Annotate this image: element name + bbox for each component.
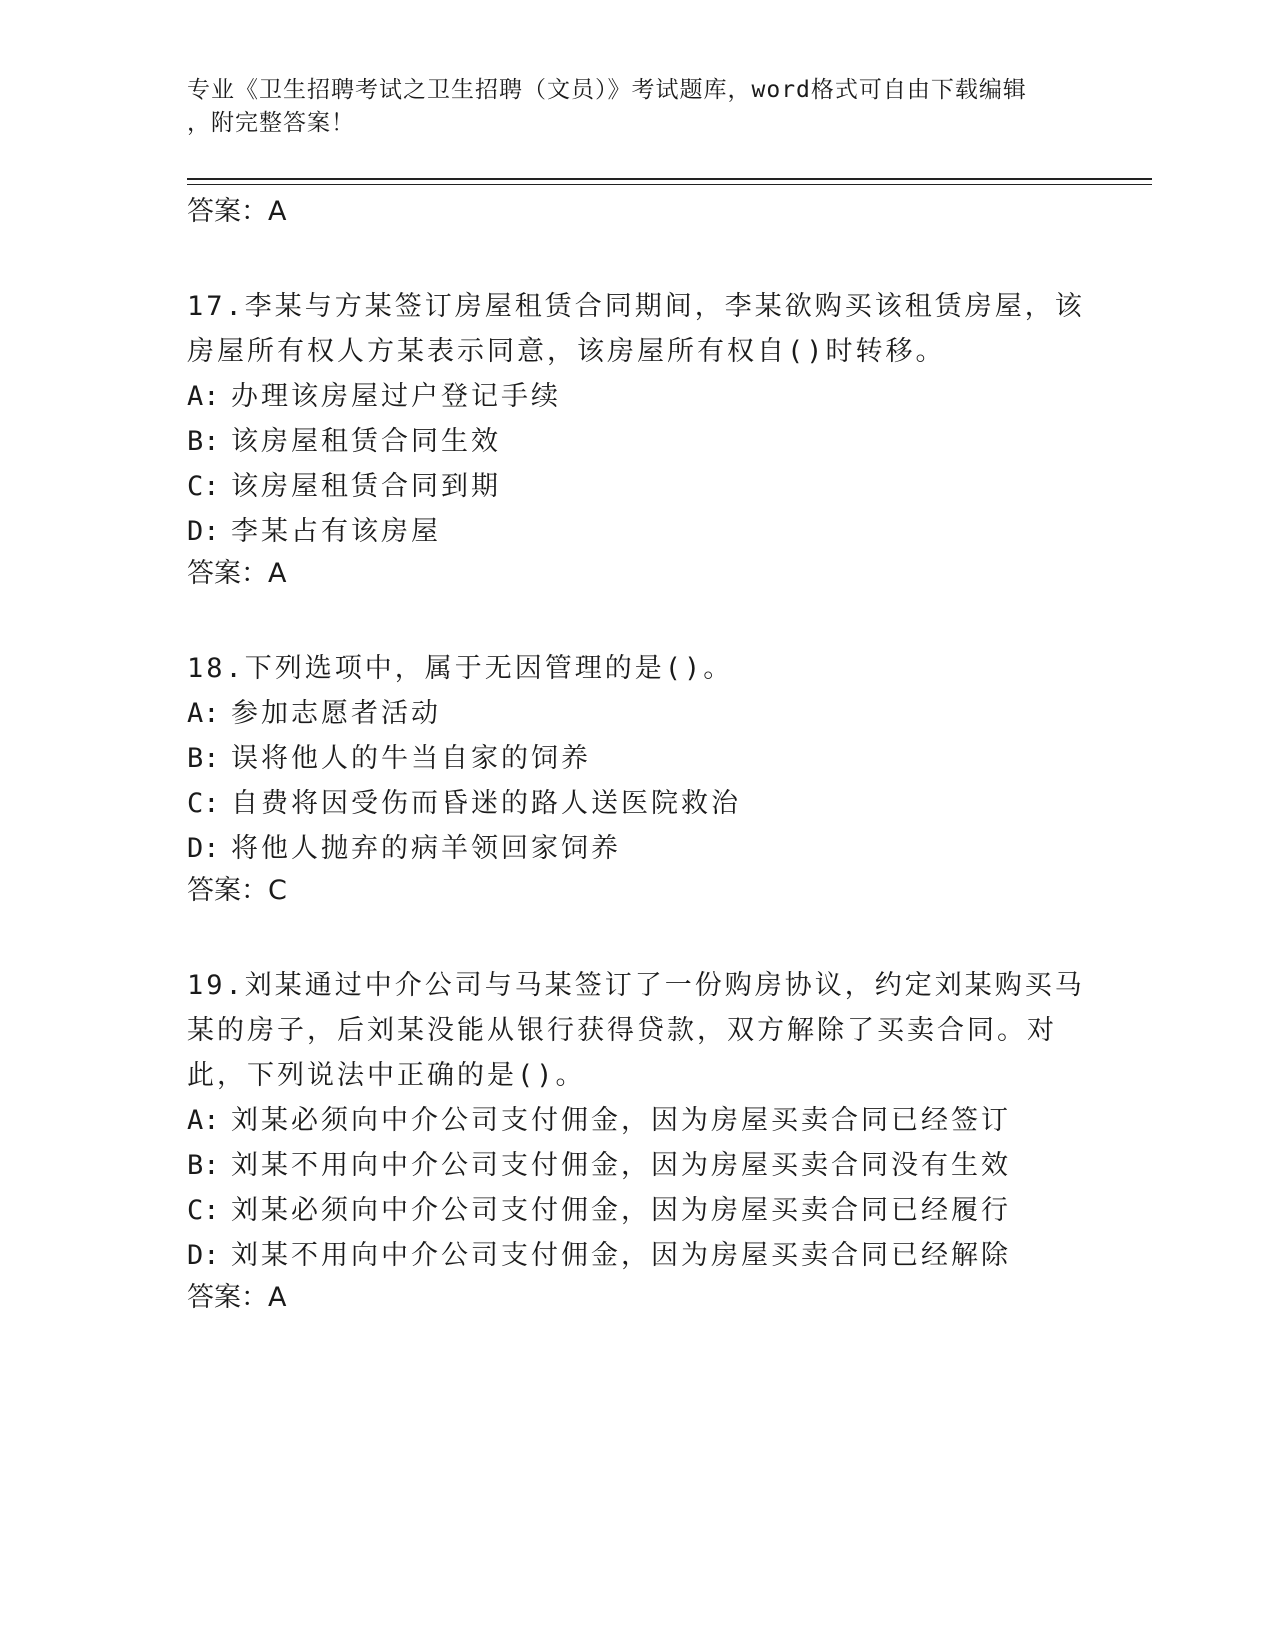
option-text: 误将他人的牛当自家的饲养 [231, 743, 591, 774]
option-text: 刘某不用向中介公司支付佣金，因为房屋买卖合同已经解除 [231, 1240, 1011, 1271]
option-text: 刘某必须向中介公司支付佣金，因为房屋买卖合同已经签订 [231, 1105, 1011, 1136]
previous-answer: 答案：A [187, 196, 287, 227]
option-c [187, 1188, 1087, 1233]
option-b [187, 736, 1087, 781]
option-key: B: [187, 743, 220, 774]
option-key: C: [187, 788, 220, 819]
option-d [187, 1233, 1087, 1278]
question-text: 19.刘某通过中介公司与马某签订了一份购房协议，约定刘某购买马某的房子，后刘某没能从银行获得贷款，双方解除了买卖合同。对此，下列说法中正确的是()。 [187, 970, 1085, 1091]
option-key: C: [187, 471, 220, 502]
header-line-1: 专业《卫生招聘考试之卫生招聘（文员）》考试题库，word格式可自由下载编辑 [187, 77, 1027, 103]
option-key: D: [187, 516, 220, 547]
option-d [187, 509, 1087, 554]
option-text: 参加志愿者活动 [231, 698, 441, 729]
option-key: A: [187, 1105, 220, 1136]
question-text: 17.李某与方某签订房屋租赁合同期间，李某欲购买该租赁房屋，该房屋所有权人方某表示同意，该房屋所有权自()时转移。 [187, 291, 1085, 367]
question-19 [187, 963, 1087, 1318]
question-text: 18.下列选项中，属于无因管理的是()。 [187, 653, 734, 684]
option-b [187, 419, 1087, 464]
option-c [187, 781, 1087, 826]
question-18 [187, 646, 1087, 911]
answer: 答案：C [187, 875, 287, 906]
option-key: D: [187, 833, 220, 864]
header-divider-thick [187, 178, 1152, 180]
option-key: D: [187, 1240, 220, 1271]
document-header [187, 74, 1087, 140]
header-line-2: ，附完整答案！ [187, 110, 355, 136]
option-d [187, 826, 1087, 871]
option-key: C: [187, 1195, 220, 1226]
option-key: B: [187, 1150, 220, 1181]
option-key: B: [187, 426, 220, 457]
answer: 答案：A [187, 1282, 287, 1313]
header-divider-thin [187, 184, 1152, 185]
option-a [187, 1098, 1087, 1143]
question-17 [187, 284, 1087, 594]
document-body [187, 192, 1087, 1318]
option-text: 李某占有该房屋 [231, 516, 441, 547]
option-b [187, 1143, 1087, 1188]
option-text: 将他人抛弃的病羊领回家饲养 [231, 833, 621, 864]
option-text: 该房屋租赁合同到期 [231, 471, 501, 502]
option-a [187, 374, 1087, 419]
option-text: 刘某不用向中介公司支付佣金，因为房屋买卖合同没有生效 [231, 1150, 1011, 1181]
answer: 答案：A [187, 558, 287, 589]
option-text: 办理该房屋过户登记手续 [231, 381, 561, 412]
option-text: 自费将因受伤而昏迷的路人送医院救治 [231, 788, 741, 819]
option-text: 该房屋租赁合同生效 [231, 426, 501, 457]
option-key: A: [187, 381, 220, 412]
option-text: 刘某必须向中介公司支付佣金，因为房屋买卖合同已经履行 [231, 1195, 1011, 1226]
option-c [187, 464, 1087, 509]
option-a [187, 691, 1087, 736]
option-key: A: [187, 698, 220, 729]
